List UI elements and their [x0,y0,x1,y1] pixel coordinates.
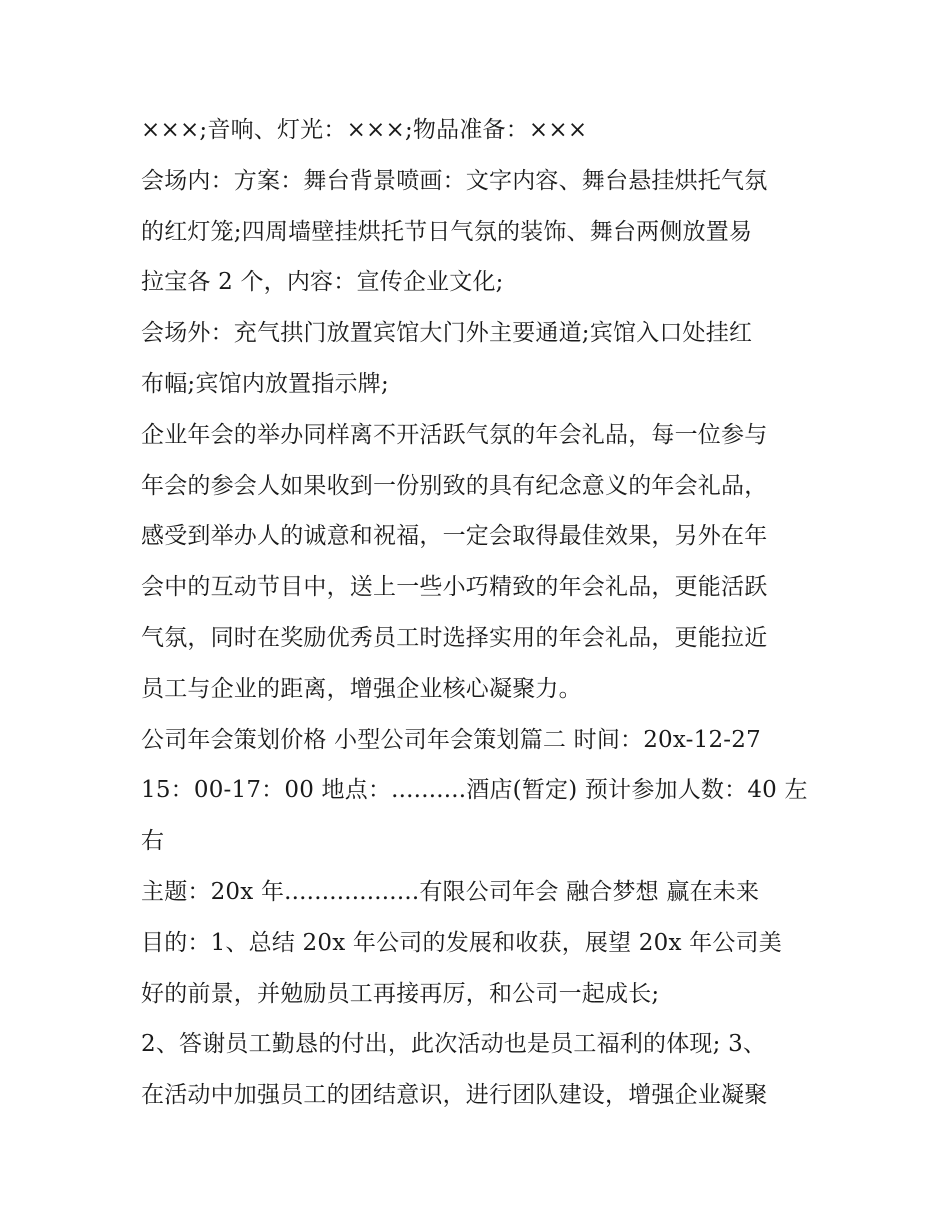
text-line: 主题：20x 年..................有限公司年会 融合梦想 赢在未来 [141,878,760,905]
text-line: 目的：1、总结 20x 年公司的发展和收获，展望 20x 年公司美 [141,929,782,956]
text-line: 布幅;宾馆内放置指示牌; [141,370,389,397]
text-line: 气氛，同时在奖励优秀员工时选择实用的年会礼品，更能拉近 [141,624,768,651]
text-line: 会场内：方案：舞台背景喷画：文字内容、舞台悬挂烘托气氛 [141,167,768,194]
text-line: 15：00-17：00 地点：..........酒店(暂定) 预计参加人数：40 左 [141,777,808,804]
text-line: 的红灯笼;四周墙壁挂烘托节日气氛的装饰、舞台两侧放置易 [141,218,753,245]
text-line: 2、答谢员工勤恳的付出，此次活动也是员工福利的体现; 3、 [141,1031,767,1058]
text-line: 在活动中加强员工的团结意识，进行团队建设，增强企业凝聚 [141,1082,768,1109]
text-line: ×××;音响、灯光：×××;物品准备：××× [141,117,588,143]
text-line: 年会的参会人如果收到一份别致的具有纪念意义的年会礼品， [141,472,768,499]
text-line: 公司年会策划价格 小型公司年会策划篇二 时间：20x-12-27 [141,726,761,753]
text-line: 右 [141,828,165,855]
text-line: 企业年会的举办同样离不开活跃气氛的年会礼品，每一位参与 [141,421,768,448]
text-line: 拉宝各 2 个，内容：宣传企业文化; [141,269,504,296]
document-body [141,105,821,1121]
text-line: 好的前景，并勉励员工再接再厉，和公司一起成长; [141,980,660,1007]
text-line: 会场外：充气拱门放置宾馆大门外主要通道;宾馆入口处挂红 [141,320,753,347]
text-line: 会中的互动节目中，送上一些小巧精致的年会礼品，更能活跃 [141,574,768,601]
text-line: 感受到举办人的诚意和祝福，一定会取得最佳效果，另外在年 [141,523,768,550]
text-line: 员工与企业的距离，增强企业核心凝聚力。 [141,675,582,702]
